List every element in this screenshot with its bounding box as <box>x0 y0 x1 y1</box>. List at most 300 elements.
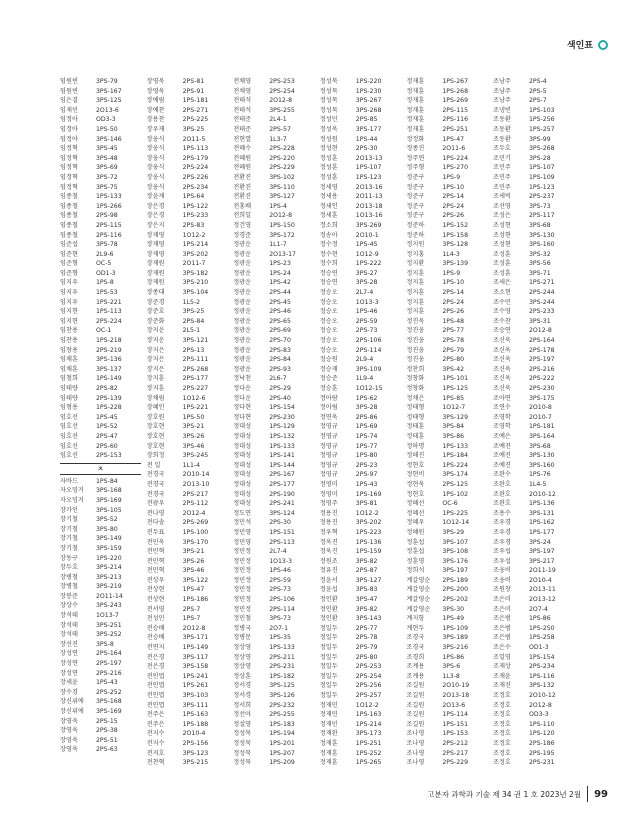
author-name: 임지우 <box>60 289 78 297</box>
index-entry <box>233 710 320 720</box>
index-entry <box>320 595 407 605</box>
presentation-code: OC-1 <box>96 327 112 335</box>
presentation-code: 1PS-265 <box>355 759 382 767</box>
presentation-code: 1PS-228 <box>96 404 122 412</box>
presentation-code: 1PS-69 <box>355 423 378 431</box>
author-name: 정재민 <box>319 720 338 728</box>
index-entry <box>60 221 147 231</box>
presentation-code: 3PS-176 <box>442 557 469 565</box>
index-entry <box>406 710 493 720</box>
author-name: 정재훈 <box>406 106 425 114</box>
index-entry <box>147 710 234 720</box>
index-entry <box>60 432 147 442</box>
presentation-code: OD3-3 <box>96 116 116 124</box>
author-name: 정재훈 <box>406 78 425 85</box>
index-entry <box>493 365 580 375</box>
author-name: 조신욱 <box>492 365 511 373</box>
presentation-code: 1PS-181 <box>528 423 555 431</box>
index-entry <box>147 633 234 643</box>
presentation-code: 2PS-253 <box>355 663 382 671</box>
author-name: 조일영 <box>492 653 511 661</box>
author-name: 정훈영 <box>406 557 425 565</box>
index-entry <box>147 499 234 509</box>
presentation-code: 3PS-158 <box>182 663 209 671</box>
presentation-code: 2PS-229 <box>442 759 469 767</box>
author-name: 정송아 <box>319 231 338 239</box>
author-name: 전은경 <box>146 653 165 661</box>
presentation-code: 1PS-133 <box>269 644 295 652</box>
author-name: 조예진 <box>492 452 511 460</box>
author-name: 조완호 <box>492 480 511 488</box>
presentation-code: OD1-3 <box>528 644 549 652</box>
presentation-code: 2PS-97 <box>355 471 378 479</box>
presentation-code: 1PS-159 <box>355 548 382 556</box>
presentation-code: 3PS-243 <box>96 602 122 610</box>
presentation-code: 1O13-3 <box>355 298 379 306</box>
author-name: 전상현 <box>146 596 165 604</box>
presentation-code: 3PS-99 <box>528 135 551 143</box>
index-entry <box>406 499 493 509</box>
presentation-code: 2O13-10 <box>182 480 210 488</box>
presentation-code: 1PS-133 <box>269 442 295 450</box>
author-name: 정일두 <box>319 644 338 652</box>
presentation-code: 3PS-105 <box>96 506 122 514</box>
author-name: 장웅식 <box>146 164 165 172</box>
presentation-code: 2PS-57 <box>269 125 291 133</box>
index-entry <box>320 125 407 135</box>
presentation-code: 3PS-244 <box>528 298 555 306</box>
presentation-code: 3PS-79 <box>96 78 118 85</box>
author-name: 임준현 <box>60 250 78 258</box>
presentation-code: 1PS-149 <box>182 644 209 652</box>
index-entry <box>406 413 493 423</box>
index-entry <box>406 346 493 356</box>
index-entry <box>147 509 234 519</box>
index-entry <box>60 365 147 375</box>
author-name: 전경국 <box>146 490 165 498</box>
author-name: 전민혁 <box>146 557 165 565</box>
author-name: 장지훈 <box>146 385 165 392</box>
index-entry <box>147 298 234 308</box>
index-entry <box>233 490 320 500</box>
presentation-code: 1PS-107 <box>528 164 555 172</box>
presentation-code: 1PS-113 <box>182 145 209 153</box>
author-name: 임창용 <box>60 346 78 354</box>
author-name: 임정혁 <box>60 145 78 153</box>
index-entry <box>493 394 580 404</box>
index-entry <box>233 394 320 404</box>
author-name: 정경준 <box>233 231 252 239</box>
presentation-code: 1PS-233 <box>182 212 209 220</box>
presentation-code: 1O13-16 <box>355 212 383 220</box>
index-entry <box>406 250 493 260</box>
presentation-code: 1PS-52 <box>96 423 118 431</box>
presentation-code: 3PS-30 <box>442 605 465 613</box>
index-entry <box>60 106 147 116</box>
index-entry <box>60 451 147 461</box>
index-entry <box>320 259 407 269</box>
presentation-code: 2PS-232 <box>269 701 295 709</box>
presentation-code: 2PS-230 <box>528 385 555 392</box>
presentation-code: 2PS-59 <box>269 576 291 584</box>
author-name: 장석태 <box>60 621 78 629</box>
index-entry <box>406 538 493 548</box>
author-name: 장은경 <box>146 202 165 210</box>
index-entry <box>147 183 234 193</box>
presentation-code: 2O13-12 <box>528 596 556 604</box>
author-name: 조세은 <box>492 279 511 287</box>
index-table <box>60 77 580 768</box>
author-name: 정세훈 <box>319 212 338 220</box>
index-entry <box>233 87 320 97</box>
index-entry <box>493 749 580 759</box>
author-name: 정대성 <box>233 471 252 479</box>
author-name: 정유진 <box>319 567 338 575</box>
presentation-code: 1PS-35 <box>269 634 291 642</box>
author-name: 장수경 <box>60 688 78 696</box>
presentation-code: 3PS-130 <box>528 452 555 460</box>
author-name: 임종철 <box>60 212 78 220</box>
index-entry <box>60 115 147 125</box>
presentation-code: 1PS-218 <box>96 337 122 345</box>
author-name: 조은미 <box>492 596 511 604</box>
presentation-code: 2PS-38 <box>96 727 118 735</box>
presentation-code: 1PS-257 <box>528 125 555 133</box>
author-name: 장동구 <box>60 554 78 562</box>
presentation-code: OD3-3 <box>528 711 549 719</box>
presentation-code: 3PS-82 <box>355 557 378 565</box>
presentation-code: 2PS-153 <box>96 452 122 460</box>
presentation-code: 2PS-70 <box>269 337 291 345</box>
author-name: 정광운 <box>233 317 252 325</box>
author-name: 조민주 <box>492 183 511 191</box>
presentation-code: 2PS-255 <box>269 711 295 719</box>
footer-divider <box>587 786 588 802</box>
author-name: 정재민 <box>319 701 338 709</box>
presentation-code: 2PS-231 <box>269 663 295 671</box>
index-entry <box>320 470 407 480</box>
presentation-code: 1PS-133 <box>442 442 469 450</box>
index-column <box>233 77 320 768</box>
presentation-code: 2PS-113 <box>269 538 295 546</box>
author-name: 조냉빈 <box>492 106 511 114</box>
index-entry <box>493 576 580 586</box>
author-name: 정성묵 <box>319 78 338 85</box>
author-name: 정준구 <box>406 202 425 210</box>
author-name: 정성현 <box>319 145 338 153</box>
author-name: 장영욱 <box>146 78 165 85</box>
author-name: 정지훈 <box>406 308 425 316</box>
author-name: 전주은 <box>146 711 165 719</box>
index-entry <box>60 163 147 173</box>
index-entry <box>147 288 234 298</box>
index-entry <box>147 384 234 394</box>
index-entry <box>406 653 493 663</box>
index-entry <box>147 749 234 759</box>
author-name: 정일두 <box>319 634 338 642</box>
index-entry <box>60 582 147 592</box>
presentation-code: 1PS-252 <box>355 749 382 757</box>
author-name: 장신위에 <box>60 698 84 706</box>
author-name: 조정호 <box>492 720 511 728</box>
index-entry <box>147 442 234 452</box>
presentation-code: 1PS-221 <box>96 298 122 306</box>
circle-icon <box>598 40 608 50</box>
index-column <box>147 77 234 768</box>
author-name: 정승오 <box>319 308 338 316</box>
presentation-code: 3PS-82 <box>355 605 378 613</box>
author-name: 장기철 <box>60 516 78 524</box>
presentation-code: 1PS-241 <box>182 672 209 680</box>
index-entry <box>147 106 234 116</box>
presentation-code: 2PS-73 <box>269 586 291 594</box>
presentation-code: 3PS-28 <box>528 154 551 162</box>
index-entry <box>60 717 147 727</box>
author-name: 정창화 <box>406 375 425 383</box>
presentation-code: 2PS-7 <box>182 605 201 613</box>
presentation-code: 1PS-47 <box>182 586 205 594</box>
author-name: 조재상 <box>492 663 511 671</box>
author-name: 정성묵 <box>233 739 252 747</box>
index-entry <box>493 326 580 336</box>
author-name: 정창화 <box>406 385 425 392</box>
index-entry <box>233 269 320 279</box>
index-entry <box>60 669 147 679</box>
author-name: 임호선 <box>60 452 78 460</box>
author-name: 임정혁 <box>60 183 78 191</box>
index-entry <box>406 307 493 317</box>
presentation-code: 2PS-7 <box>528 97 547 105</box>
author-name: 조길원 <box>406 711 425 719</box>
presentation-code: 3PS-68 <box>528 221 551 229</box>
index-entry <box>406 576 493 586</box>
index-entry <box>493 317 580 327</box>
presentation-code: 1PS-43 <box>96 679 118 687</box>
index-entry <box>60 355 147 365</box>
presentation-code: 1PS-64 <box>182 193 205 201</box>
author-name: 임채훈 <box>60 365 78 373</box>
presentation-code: 3PS-125 <box>96 97 122 105</box>
index-entry <box>493 183 580 193</box>
author-name: 조우경 <box>492 538 511 546</box>
index-entry <box>60 697 147 707</box>
author-name: 장상수 <box>60 602 78 610</box>
presentation-code: 2O12-8 <box>269 212 293 220</box>
index-entry <box>406 595 493 605</box>
presentation-code: 1PS-177 <box>528 528 555 536</box>
presentation-code: 2PS-83 <box>269 346 291 354</box>
author-name: 정서경 <box>233 682 252 690</box>
index-entry <box>60 592 147 602</box>
index-entry <box>320 758 407 768</box>
author-name: 정태형 <box>406 404 425 412</box>
presentation-code: 3PS-45 <box>96 145 118 153</box>
index-entry <box>493 77 580 87</box>
index-entry <box>406 624 493 634</box>
author-name: 정재훈 <box>406 87 425 95</box>
presentation-code: 3PS-219 <box>96 583 122 591</box>
presentation-code: 2PS-225 <box>182 116 209 124</box>
author-name: 조은범 <box>492 634 511 642</box>
author-name: 정지훈 <box>406 298 425 306</box>
presentation-code: 1PS-151 <box>269 528 295 536</box>
index-entry <box>320 729 407 739</box>
author-name: 정재민 <box>319 711 338 719</box>
index-entry <box>60 144 147 154</box>
author-name: 장호현 <box>146 423 165 431</box>
author-name: 장지운 <box>146 327 165 335</box>
author-name: 장웅식 <box>146 135 165 143</box>
author-name: 조동환 <box>492 135 511 143</box>
presentation-code: 2PS-23 <box>355 461 378 469</box>
author-name: 조나영 <box>406 730 425 738</box>
author-name: 장병철 <box>60 573 78 581</box>
author-name: 정영주 <box>319 500 338 508</box>
index-entry <box>147 87 234 97</box>
author-name: 장우재 <box>146 125 165 133</box>
index-entry <box>60 573 147 583</box>
presentation-code: 2PS-77 <box>355 624 378 632</box>
index-entry <box>493 115 580 125</box>
index-entry <box>233 336 320 346</box>
author-name: 정성묵 <box>319 97 338 105</box>
presentation-code: 3PS-210 <box>182 279 209 287</box>
author-name: 조우경 <box>492 528 511 536</box>
presentation-code: 1PS-114 <box>442 711 469 719</box>
presentation-code: 3PS-213 <box>96 573 122 581</box>
author-name: 정준구 <box>406 212 425 220</box>
presentation-code: 1L4-5 <box>528 480 547 488</box>
presentation-code: 1PS-214 <box>355 720 382 728</box>
index-entry <box>147 278 234 288</box>
index-entry <box>406 365 493 375</box>
presentation-code: 1PS-154 <box>269 404 295 412</box>
index-entry <box>320 538 407 548</box>
index-entry <box>406 394 493 404</box>
author-name: 정주연 <box>406 154 425 162</box>
presentation-code: 2O10-4 <box>528 576 552 584</box>
author-name: 정채은 <box>406 394 425 402</box>
index-entry <box>406 183 493 193</box>
presentation-code: 2PS-114 <box>269 605 295 613</box>
author-name: 정현욱 <box>406 480 425 488</box>
author-name: 전광우 <box>146 500 165 508</box>
presentation-code: 1PS-270 <box>442 164 469 172</box>
presentation-code: 3PS-217 <box>528 557 555 565</box>
presentation-code: 2PS-85 <box>355 116 378 124</box>
index-entry <box>147 461 234 471</box>
index-entry <box>147 374 234 384</box>
author-name: 임채훈 <box>60 356 78 364</box>
author-name: 정욱진 <box>319 538 338 546</box>
presentation-code: 3PS-245 <box>182 452 209 460</box>
presentation-code: 2PS-164 <box>528 337 555 345</box>
presentation-code: 2PS-177 <box>182 375 209 383</box>
index-entry <box>147 173 234 183</box>
presentation-code: 2PS-224 <box>96 317 122 325</box>
author-name: 정광운 <box>233 298 252 306</box>
index-entry <box>493 624 580 634</box>
author-name: 전민혁 <box>146 567 165 575</box>
author-name: 정소희 <box>319 221 338 229</box>
presentation-code: 3PS-132 <box>528 682 555 690</box>
presentation-code: 2PS-112 <box>182 500 209 508</box>
index-entry <box>60 515 147 525</box>
author-name: 장웅식 <box>146 145 165 153</box>
presentation-code: 2PS-178 <box>528 346 555 354</box>
index-entry <box>60 269 147 279</box>
index-entry <box>493 298 580 308</box>
presentation-code: 1PS-153 <box>442 730 469 738</box>
index-entry <box>493 154 580 164</box>
presentation-code: 1PS-103 <box>528 106 555 114</box>
author-name: 장재영 <box>146 231 165 239</box>
author-name: 정연욱 <box>319 413 338 421</box>
author-name: 정재훈 <box>406 97 425 105</box>
presentation-code: 1L1-4 <box>182 461 201 469</box>
presentation-code: 2PS-5 <box>528 87 547 95</box>
presentation-code: 2PS-73 <box>355 327 378 335</box>
presentation-code: 3PS-182 <box>182 269 209 277</box>
presentation-code: 3PS-171 <box>182 634 209 642</box>
presentation-code: 1PS-222 <box>355 260 382 268</box>
author-name: 전인엽 <box>146 672 165 680</box>
author-name: 조정호 <box>492 692 511 699</box>
presentation-code: 2PS-115 <box>442 106 469 114</box>
author-name: 정혜선 <box>406 509 425 517</box>
author-name: 계현두 <box>406 624 425 632</box>
index-entry <box>320 461 407 471</box>
author-name: 임준형 <box>60 260 78 268</box>
index-entry <box>147 672 234 682</box>
author-name: 정승연 <box>319 279 338 287</box>
author-name: 조완수 <box>492 471 511 479</box>
index-entry <box>147 729 234 739</box>
index-entry <box>406 77 493 87</box>
index-entry <box>320 643 407 653</box>
presentation-code: 3PS-202 <box>355 519 382 527</box>
author-name: 정승오 <box>319 346 338 354</box>
index-entry <box>493 432 580 442</box>
index-entry <box>406 221 493 231</box>
index-entry <box>320 96 407 106</box>
presentation-code: 3PS-21 <box>182 423 205 431</box>
author-name: 정윤섭 <box>319 586 338 594</box>
presentation-code: 2PS-216 <box>528 365 555 373</box>
index-entry <box>60 250 147 260</box>
index-entry <box>493 662 580 672</box>
author-name: 정성묵 <box>319 106 338 114</box>
presentation-code: 2PS-217 <box>182 490 209 498</box>
author-name: 정상훈 <box>233 672 252 680</box>
presentation-code: 2PS-117 <box>528 212 555 220</box>
presentation-code: 3PS-130 <box>528 231 555 239</box>
author-name: 정해진 <box>406 452 425 460</box>
index-entry <box>320 547 407 557</box>
presentation-code: 3PS-72 <box>96 173 118 181</box>
index-entry <box>406 528 493 538</box>
index-entry <box>493 250 580 260</box>
index-entry <box>233 729 320 739</box>
presentation-code: 2PS-84 <box>269 356 291 364</box>
index-entry <box>233 566 320 576</box>
index-entry <box>320 355 407 365</box>
index-entry <box>406 163 493 173</box>
author-name: 임태량 <box>60 394 78 402</box>
presentation-code: 1PS-9 <box>442 269 461 277</box>
author-name: 정재훈 <box>319 749 338 757</box>
presentation-code: 2PS-217 <box>442 749 469 757</box>
